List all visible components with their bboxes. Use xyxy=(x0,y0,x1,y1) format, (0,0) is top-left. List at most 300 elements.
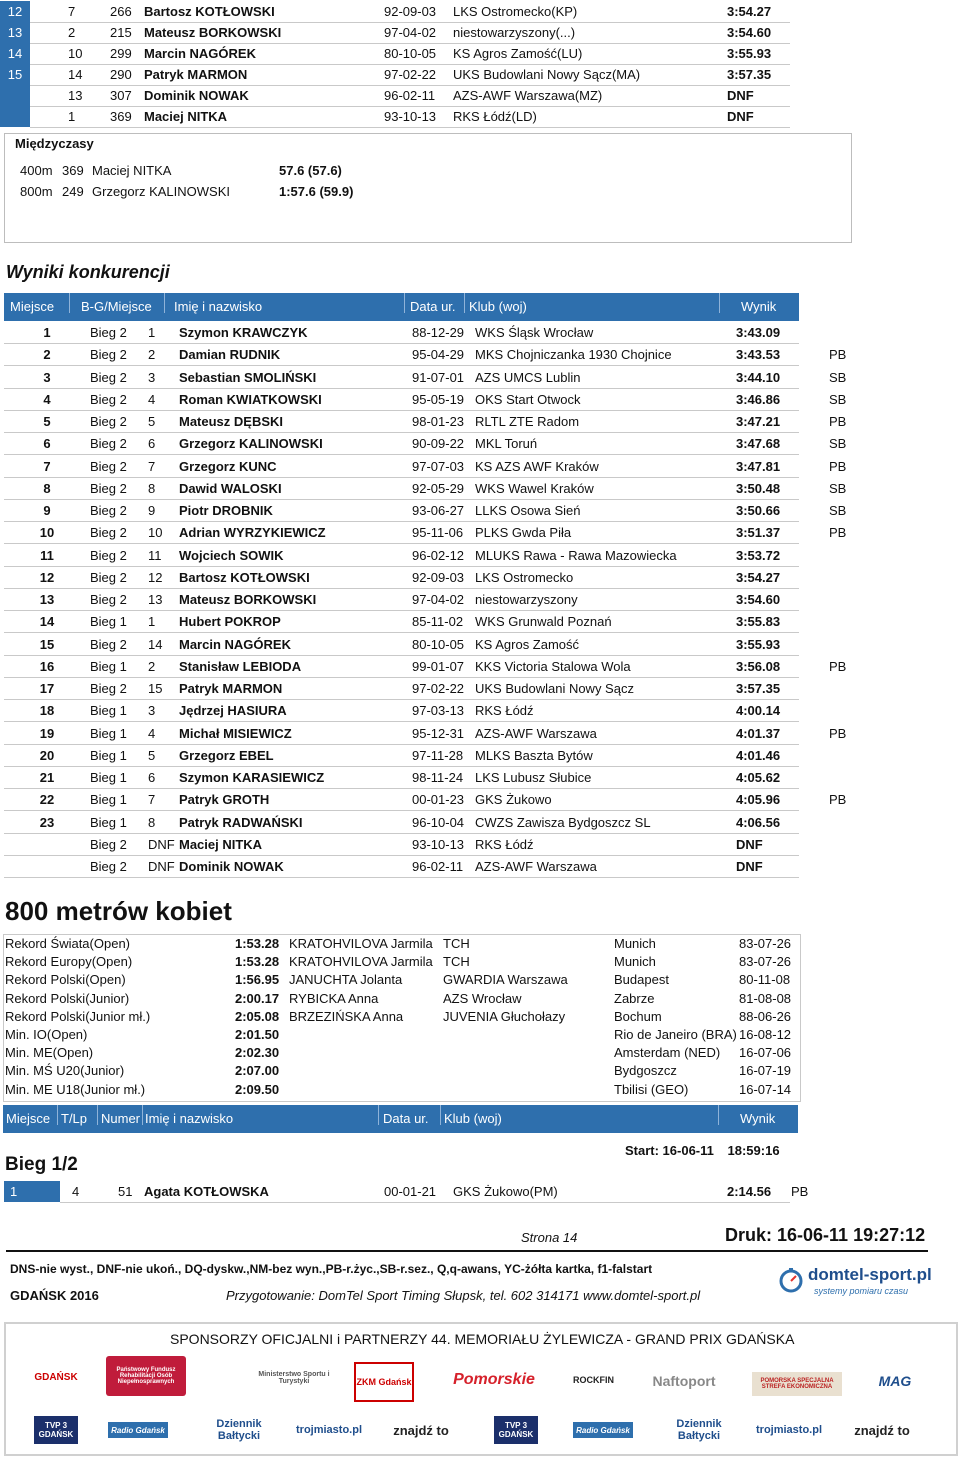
sponsor-logo: POMORSKA SPECJALNA STREFA EKONOMICZNA xyxy=(752,1372,842,1396)
footer-event: GDAŃSK 2016 xyxy=(10,1288,99,1303)
record-time: 1:53.28 xyxy=(235,954,280,970)
row-place: 12 xyxy=(39,569,55,585)
row-dob: 98-01-23 xyxy=(412,414,465,429)
sponsor-logo: znajdź to xyxy=(393,1422,449,1438)
row-heat: Bieg 2 xyxy=(90,436,127,452)
row-result: DNF xyxy=(727,109,754,124)
table-row xyxy=(0,700,800,722)
record-club: AZS Wrocław xyxy=(443,990,522,1006)
col-club: Klub (woj) xyxy=(469,299,527,314)
row-result: 4:05.96 xyxy=(736,792,781,808)
row-result: 3:56.08 xyxy=(736,658,781,674)
row-name: Szymon KRAWCZYK xyxy=(179,325,308,340)
record-club: GWARDIA Warszawa xyxy=(443,972,568,988)
row-result: 3:54.60 xyxy=(727,25,772,40)
row-bib: 51 xyxy=(118,1184,133,1199)
row-note: PB xyxy=(829,414,847,429)
row-hp: DNF xyxy=(148,859,175,874)
record-place: Zabrze xyxy=(614,990,655,1006)
row-hp: 8 xyxy=(148,814,156,830)
row-club: AZS UMCS Lublin xyxy=(475,369,581,385)
table-row xyxy=(0,500,847,522)
row-note: PB xyxy=(829,725,847,741)
row-name: Dominik NOWAK xyxy=(179,859,284,874)
row-dob: 96-02-11 xyxy=(412,859,464,874)
record-row xyxy=(0,953,796,971)
row-heat: Bieg 2 xyxy=(90,859,127,874)
row-name: Roman KWIATKOWSKI xyxy=(179,391,322,407)
table-row xyxy=(0,344,847,366)
row-note: PB xyxy=(791,1184,809,1199)
row-heat: Bieg 2 xyxy=(90,391,127,407)
row-note: SB xyxy=(829,480,847,496)
record-label: Rekord Świata(Open) xyxy=(5,936,130,951)
table-row xyxy=(0,789,847,811)
row-dob: 00-01-21 xyxy=(384,1184,437,1199)
row-place: 18 xyxy=(39,703,55,719)
row-dob: 97-03-13 xyxy=(412,703,465,719)
row-heat: Bieg 1 xyxy=(90,658,127,674)
table-row xyxy=(0,545,800,567)
record-place: Tbilisi (GEO) xyxy=(614,1081,689,1097)
row-result: 4:05.62 xyxy=(736,770,781,785)
row-club: GKS Żukowo(PM) xyxy=(453,1184,558,1199)
stopwatch-icon xyxy=(778,1267,804,1293)
row-club: LLKS Osowa Sień xyxy=(475,503,581,518)
record-date: 16-07-14 xyxy=(739,1081,792,1097)
row-club: RKS Łódź xyxy=(475,703,534,719)
row-position: 2 xyxy=(68,25,76,40)
row-result: 3:43.53 xyxy=(736,347,781,363)
row-dob: 00-01-23 xyxy=(412,792,465,808)
brand-logo xyxy=(778,1265,933,1301)
row-hp: 2 xyxy=(148,347,156,363)
record-time: 2:00.17 xyxy=(235,990,280,1006)
split-time: 57.6 (57.6) xyxy=(279,163,342,178)
row-hp: 1 xyxy=(148,614,156,630)
col-place: Miejsce xyxy=(10,299,55,314)
row-name: Agata KOTŁOWSKA xyxy=(144,1184,269,1199)
row-bib: 369 xyxy=(110,109,132,124)
row-hp: 4 xyxy=(148,725,156,741)
row-hp: 2 xyxy=(148,658,156,674)
row-place: 9 xyxy=(43,503,51,518)
row-dob: 88-12-29 xyxy=(412,325,465,340)
row-place: 5 xyxy=(43,414,51,429)
row-place: 20 xyxy=(39,747,55,763)
row-dob: 95-05-19 xyxy=(412,391,465,407)
row-result: 3:51.37 xyxy=(736,525,781,541)
table-row xyxy=(0,656,847,678)
row-name: Dawid WALOSKI xyxy=(179,480,282,496)
row-club: OKS Start Otwock xyxy=(475,391,581,407)
row-hp: 9 xyxy=(148,503,156,518)
record-place: Munich xyxy=(614,936,656,951)
row-dob: 97-02-22 xyxy=(412,681,465,696)
record-label: Min. MŚ U20(Junior) xyxy=(5,1063,125,1079)
table-row xyxy=(0,1181,809,1203)
row-dob: 93-10-13 xyxy=(384,109,437,124)
row-name: Dominik NOWAK xyxy=(144,88,249,103)
row-name: Piotr DROBNIK xyxy=(179,503,273,518)
row-name: Grzegorz KUNC xyxy=(179,458,277,474)
record-row xyxy=(0,1062,796,1080)
row-dob: 80-10-05 xyxy=(384,46,437,61)
row-dob: 93-06-27 xyxy=(412,503,465,518)
row-name: Patryk MARMON xyxy=(179,681,283,696)
row-dob: 92-09-03 xyxy=(412,569,465,585)
footer-divider xyxy=(6,1250,928,1252)
row-club: MLKS Baszta Bytów xyxy=(475,747,593,763)
record-label: Rekord Polski(Junior) xyxy=(5,990,130,1006)
row-result: 3:50.66 xyxy=(736,503,781,518)
row-result: 3:44.10 xyxy=(736,369,781,385)
start-label xyxy=(625,1143,780,1158)
row-name: Szymon KARASIEWICZ xyxy=(179,770,325,785)
row-club: RLTL ZTE Radom xyxy=(475,414,580,429)
sponsor-logo: Dziennik Bałtycki xyxy=(216,1418,262,1442)
row-hp: 11 xyxy=(148,547,162,563)
row-dob: 92-05-29 xyxy=(412,480,465,496)
row-dob: 96-02-12 xyxy=(412,547,465,563)
table-row xyxy=(0,64,790,86)
row-bib: 307 xyxy=(110,88,132,103)
record-time: 2:02.30 xyxy=(235,1045,280,1061)
row-heat: Bieg 1 xyxy=(90,747,127,763)
row-club: MKL Toruń xyxy=(475,436,538,452)
record-time: 2:01.50 xyxy=(235,1027,280,1042)
row-place: 15 xyxy=(39,636,55,652)
row-position: 1 xyxy=(68,109,76,124)
row-place: 12 xyxy=(0,1,30,22)
row-result: DNF xyxy=(727,88,754,103)
sponsor-logo: ZKM Gdańsk xyxy=(354,1362,414,1402)
record-time: 1:53.28 xyxy=(235,936,280,951)
row-name: Stanisław LEBIODA xyxy=(179,658,302,674)
row-divider xyxy=(60,1202,790,1203)
col-club: Klub (woj) xyxy=(444,1111,502,1126)
row-note: PB xyxy=(829,658,847,674)
table-row xyxy=(0,745,800,767)
row-result: 3:43.09 xyxy=(736,325,781,340)
record-date: 80-11-08 xyxy=(739,972,791,988)
sponsors-title: SPONSORZY OFICJALNI i PARTNERZY 44. MEMORIAŁU ŻYLEWICZA - GRAND PRIX GDAŃSKA xyxy=(170,1331,795,1347)
row-dob: 97-02-22 xyxy=(384,67,437,82)
row-hp: 6 xyxy=(148,770,156,785)
row-hp: 1 xyxy=(148,325,156,340)
row-place xyxy=(0,85,30,106)
row-club: WKS Grunwald Poznań xyxy=(475,614,612,630)
split-distance: 800m xyxy=(20,184,53,199)
row-name: Damian RUDNIK xyxy=(179,347,281,363)
results-title: Wyniki konkurencji xyxy=(6,262,170,282)
row-dob: 97-11-28 xyxy=(412,747,464,763)
row-place: 21 xyxy=(39,770,55,785)
row-place: 14 xyxy=(0,43,30,64)
sponsor-logo: Pomorskie xyxy=(453,1371,535,1388)
col-name: Imię i nazwisko xyxy=(174,299,263,314)
row-heat: Bieg 2 xyxy=(90,569,127,585)
row-result: DNF xyxy=(736,859,763,874)
row-place xyxy=(0,106,30,127)
table-row xyxy=(0,43,790,65)
record-row xyxy=(0,1081,796,1099)
row-club: AZS-AWF Warszawa(MZ) xyxy=(453,88,603,103)
sponsor-logo: TVP 3 GDAŃSK xyxy=(494,1416,538,1444)
row-position: 14 xyxy=(68,67,83,82)
row-hp: DNF xyxy=(148,836,175,852)
row-place: 8 xyxy=(43,480,51,496)
row-heat: Bieg 2 xyxy=(90,458,127,474)
row-club: UKS Budowlani Nowy Sącz(MA) xyxy=(453,67,641,82)
row-hp: 10 xyxy=(148,525,163,541)
row-heat: Bieg 2 xyxy=(90,681,127,696)
record-row xyxy=(0,990,796,1008)
row-club: KS Agros Zamość xyxy=(475,636,580,652)
row-note: PB xyxy=(829,347,847,363)
table-row xyxy=(0,611,800,633)
record-date: 16-08-12 xyxy=(739,1027,792,1042)
row-dob: 95-04-29 xyxy=(412,347,465,363)
row-place: 15 xyxy=(0,64,30,85)
row-dob: 97-07-03 xyxy=(412,458,465,474)
row-place: 22 xyxy=(39,792,55,808)
row-result: 3:54.27 xyxy=(727,4,772,19)
brand-name: domtel-sport.pl xyxy=(808,1265,932,1284)
table-row xyxy=(0,85,790,107)
row-place: 1 xyxy=(4,1181,60,1202)
footer-legend: DNS-nie wyst., DNF-nie ukoń., DQ-dyskw.,NM-bez wyn.,PB-r.życ.,SB-r.sez., Q,q-awans, YC-żółta kartka, f1-falstart xyxy=(10,1262,653,1276)
table-row xyxy=(0,522,847,544)
row-result: 3:54.27 xyxy=(736,569,781,585)
footer-prep: Przygotowanie: DomTel Sport Timing Słupsk, tel. 602 314171 www.domtel-sport.pl xyxy=(226,1288,701,1303)
record-place: Budapest xyxy=(614,972,669,988)
row-heat: Bieg 2 xyxy=(90,347,127,363)
row-bib: 290 xyxy=(110,67,132,82)
row-hp: 3 xyxy=(148,703,156,719)
row-club: AZS-AWF Warszawa xyxy=(475,859,597,874)
row-name: Adrian WYRZYKIEWICZ xyxy=(179,525,326,541)
row-hp: 12 xyxy=(148,569,163,585)
record-place: Rio de Janeiro (BRA) xyxy=(614,1027,737,1042)
record-place: Bochum xyxy=(614,1008,662,1024)
row-name: Mateusz BORKOWSKI xyxy=(179,592,317,607)
split-bib: 249 xyxy=(62,184,84,199)
row-hp: 5 xyxy=(148,747,156,763)
row-heat: Bieg 2 xyxy=(90,414,127,429)
intermediate-title: Międzyczasy xyxy=(15,136,94,151)
row-bib: 215 xyxy=(110,25,132,40)
row-place: 7 xyxy=(43,458,51,474)
print-date: Druk: 16-06-11 19:27:12 xyxy=(725,1225,926,1245)
row-heat: Bieg 2 xyxy=(90,480,127,496)
row-result: 4:01.46 xyxy=(736,747,781,763)
row-dob: 92-09-03 xyxy=(384,4,437,19)
row-name: Mateusz BORKOWSKI xyxy=(144,25,282,40)
row-place: 23 xyxy=(39,814,55,830)
record-holder: RYBICKA Anna xyxy=(289,990,379,1006)
sponsor-logo: Naftoport xyxy=(652,1373,716,1389)
table-row xyxy=(0,106,790,128)
brand-sub: systemy pomiaru czasu xyxy=(814,1286,909,1296)
record-row xyxy=(0,1044,796,1062)
sponsor-logo: trojmiasto.pl xyxy=(296,1424,363,1436)
col-dob: Data ur. xyxy=(410,299,456,314)
row-name: Sebastian SMOLIŃSKI xyxy=(179,369,317,385)
row-name: Patryk GROTH xyxy=(179,792,270,808)
row-dob: 99-01-07 xyxy=(412,658,465,674)
row-heat: Bieg 2 xyxy=(90,547,127,563)
col-heat: B-G/Miejsce xyxy=(81,299,152,314)
row-note: SB xyxy=(829,391,847,407)
row-place: 10 xyxy=(39,525,55,541)
col-place: Miejsce xyxy=(6,1111,51,1126)
split-row xyxy=(0,181,600,203)
record-date: 83-07-26 xyxy=(739,936,792,951)
col-result: Wynik xyxy=(741,299,777,314)
row-heat: Bieg 2 xyxy=(90,592,127,607)
row-club: LKS Lubusz Słubice xyxy=(475,770,592,785)
row-place: 6 xyxy=(43,436,51,452)
row-result: 2:14.56 xyxy=(727,1184,772,1199)
record-place: Amsterdam (NED) xyxy=(614,1045,721,1061)
start-date: Start: 16-06-11 xyxy=(625,1143,714,1158)
table-row xyxy=(0,433,847,455)
row-hp: 13 xyxy=(148,592,163,607)
row-bib: 266 xyxy=(110,4,132,19)
row-result: 3:47.68 xyxy=(736,436,781,452)
row-hp: 6 xyxy=(148,436,156,452)
row-divider xyxy=(4,877,799,878)
record-time: 2:05.08 xyxy=(235,1008,280,1024)
row-name: Marcin NAGÓREK xyxy=(179,636,291,652)
row-dob: 95-12-31 xyxy=(412,725,465,741)
sponsor-logo: znajdź to xyxy=(854,1422,910,1438)
record-time: 2:09.50 xyxy=(235,1081,280,1097)
record-holder: JANUCHTA Jolanta xyxy=(289,972,403,988)
row-place: 13 xyxy=(0,22,30,43)
row-name: Bartosz KOTŁOWSKI xyxy=(179,569,310,585)
row-result: 3:54.60 xyxy=(736,592,781,607)
women-header xyxy=(3,1105,798,1133)
table-row xyxy=(0,478,847,500)
row-note: SB xyxy=(829,369,847,385)
record-row xyxy=(0,935,796,953)
row-club: MKS Chojniczanka 1930 Chojnice xyxy=(475,347,672,363)
row-name: Bartosz KOTŁOWSKI xyxy=(144,4,275,19)
table-row xyxy=(0,367,847,389)
row-place: 16 xyxy=(39,658,55,674)
row-dob: 90-09-22 xyxy=(412,436,465,452)
split-name: Grzegorz KALINOWSKI xyxy=(92,184,230,199)
row-hp: 8 xyxy=(148,480,156,496)
row-club: LKS Ostromecko xyxy=(475,569,574,585)
table-row xyxy=(0,767,800,789)
table-row xyxy=(0,856,800,878)
table-row xyxy=(0,812,800,834)
row-heat: Bieg 1 xyxy=(90,614,127,630)
row-hp: 4 xyxy=(148,391,156,407)
row-position: 10 xyxy=(68,46,83,61)
row-lane: 4 xyxy=(72,1184,80,1199)
split-row xyxy=(0,160,600,182)
split-name: Maciej NITKA xyxy=(92,163,172,178)
record-row xyxy=(0,971,796,989)
row-heat: Bieg 2 xyxy=(90,503,127,518)
row-hp: 7 xyxy=(148,792,156,808)
record-club: JUVENIA Głuchołazy xyxy=(443,1008,566,1024)
sponsor-logo: Państwowy Fundusz Rehabilitacji Osób Niepełnosprawnych xyxy=(106,1356,186,1396)
row-name: Maciej NITKA xyxy=(179,836,263,852)
sponsor-logo: ROCKFIN xyxy=(573,1375,614,1385)
row-heat: Bieg 2 xyxy=(90,636,127,652)
sponsor-logo: GDAŃSK xyxy=(34,1371,78,1383)
row-dob: 98-11-24 xyxy=(412,770,464,785)
row-dob: 85-11-02 xyxy=(412,614,464,630)
row-result: 3:57.35 xyxy=(727,67,772,82)
row-club: UKS Budowlani Nowy Sącz xyxy=(475,681,634,696)
row-name: Wojciech SOWIK xyxy=(179,547,284,563)
row-place: 2 xyxy=(43,347,51,363)
row-result: 3:55.93 xyxy=(727,46,772,61)
row-result: 3:53.72 xyxy=(736,547,781,563)
row-result: 3:46.86 xyxy=(736,391,781,407)
row-divider xyxy=(30,127,790,128)
table-row xyxy=(0,1,790,23)
record-place: Munich xyxy=(614,954,656,970)
row-position: 13 xyxy=(68,88,83,103)
row-dob: 97-04-02 xyxy=(412,592,465,607)
row-hp: 14 xyxy=(148,636,163,652)
row-hp: 3 xyxy=(148,369,156,385)
row-note: SB xyxy=(829,503,847,518)
record-holder: BRZEZIŃSKA Anna xyxy=(289,1008,404,1024)
record-label: Rekord Polski(Open) xyxy=(5,972,126,988)
record-club: TCH xyxy=(443,954,470,970)
start-time: 18:59:16 xyxy=(727,1143,780,1158)
table-row xyxy=(0,834,800,856)
row-place: 4 xyxy=(43,391,51,407)
row-name: Grzegorz KALINOWSKI xyxy=(179,436,323,452)
row-position: 7 xyxy=(68,4,76,19)
event-title: 800 metrów kobiet xyxy=(5,896,232,926)
row-result: 4:06.56 xyxy=(736,814,781,830)
record-date: 81-08-08 xyxy=(739,990,792,1006)
record-time: 1:56.95 xyxy=(235,972,280,988)
record-holder: KRATOHVILOVA Jarmila xyxy=(289,954,433,970)
row-result: 3:55.93 xyxy=(736,636,781,652)
row-name: Hubert POKROP xyxy=(179,614,281,630)
table-row xyxy=(0,678,800,700)
heat-title: Bieg 1/2 xyxy=(5,1154,78,1175)
split-time: 1:57.6 (59.9) xyxy=(279,184,354,199)
record-label: Rekord Europy(Open) xyxy=(5,954,133,970)
row-heat: Bieg 2 xyxy=(90,525,127,541)
record-row xyxy=(0,1026,796,1044)
row-club: KS AZS AWF Kraków xyxy=(475,458,599,474)
table-row xyxy=(0,634,800,656)
row-place: 1 xyxy=(43,325,51,340)
sponsor-logo: trojmiasto.pl xyxy=(756,1424,823,1436)
row-name: Jędrzej HASIURA xyxy=(179,703,287,719)
col-bib: Numer xyxy=(101,1111,141,1126)
row-heat: Bieg 1 xyxy=(90,703,127,719)
record-row xyxy=(0,1008,796,1026)
row-name: Maciej NITKA xyxy=(144,109,228,124)
row-heat: Bieg 2 xyxy=(90,369,127,385)
col-lane: T/Lp xyxy=(61,1111,88,1126)
row-dob: 93-10-13 xyxy=(412,836,465,852)
